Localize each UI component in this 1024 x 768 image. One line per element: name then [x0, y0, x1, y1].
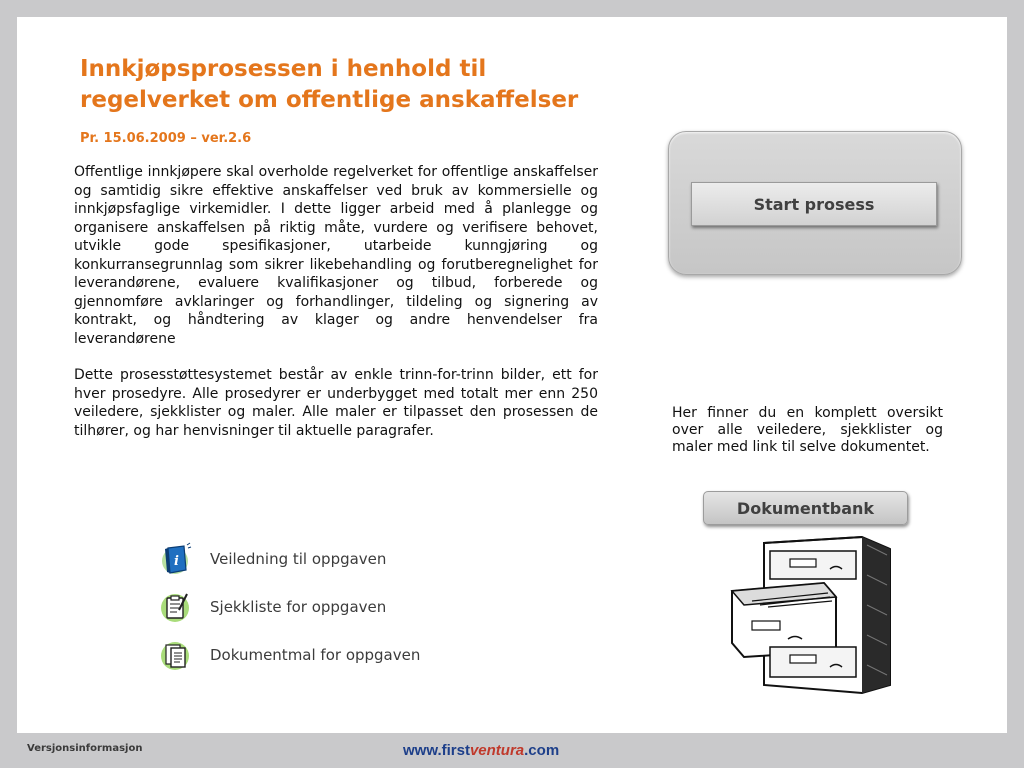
intro-paragraph-1: Offentlige innkjøpere skal overholde regelverket for offentlige anskaffelser og samtidig sikre effektive anskaffelser ved bruk av kommersielle og innkjøpsfaglige virkemidler. I dette ligger arbeid med å planlegge og organisere anskaffelsen på riktig måte, vurdere og verifisere behovet, utvikle gode spesifikasjoner, utarbeide kunngjøring og konkurransegrunnlag som sikrer likebehandling og forutberegnelighet for leverandørene, evaluere kvalifikasjoner og tilbud, forberede og gjennomføre avklaringer og forhandlinger, tildeling og signering av kontrakt, og håndtering av klager og andre henvendelser fra leverandørene	[74, 164, 598, 347]
footer-url-suffix: .com	[524, 742, 560, 759]
link-template[interactable]	[160, 631, 520, 679]
document-template-icon	[160, 638, 192, 672]
slide-page	[17, 17, 1007, 733]
file-cabinet-icon	[712, 535, 897, 695]
link-checklist-label: Sjekkliste for oppgaven	[210, 598, 387, 616]
document-bank-description: Her finner du en komplett oversikt over alle veiledere, sjekklister og maler med link til selve dokumentet.	[672, 405, 943, 455]
start-panel	[668, 131, 962, 275]
svg-text:i: i	[174, 554, 179, 569]
title-line-1: Innkjøpsprosessen i henhold til	[80, 56, 487, 82]
footer-url-prefix: www.first	[403, 742, 470, 759]
link-checklist[interactable]	[160, 583, 520, 631]
intro-text	[74, 163, 598, 458]
start-process-button[interactable]: Start prosess	[691, 182, 937, 226]
title-line-2: regelverket om offentlige anskaffelser	[80, 87, 579, 113]
version-info-link[interactable]: Versjonsinformasjon	[27, 743, 143, 754]
task-links	[160, 535, 520, 679]
footer-url[interactable]	[403, 742, 559, 759]
link-template-label: Dokumentmal for oppgaven	[210, 646, 421, 664]
link-guide[interactable]	[160, 535, 520, 583]
version-label: Pr. 15.06.2009 – ver.2.6	[80, 131, 252, 146]
page-title	[80, 54, 680, 116]
link-guide-label: Veiledning til oppgaven	[210, 550, 387, 568]
footer-url-accent: ventura	[469, 742, 525, 759]
intro-paragraph-2: Dette prosesstøttesystemet består av enkle trinn-for-trinn bilder, ett for hver prosedyre. Alle prosedyrer er underbygget med totalt mer enn 250 veiledere, sjekklister og maler. Alle maler er tilpasset den prosessen de tilhører, og har henvisninger til aktuelle paragrafer.	[74, 367, 598, 439]
checklist-icon	[160, 590, 192, 624]
guide-book-icon	[160, 542, 192, 576]
document-bank-button[interactable]: Dokumentbank	[703, 491, 908, 525]
